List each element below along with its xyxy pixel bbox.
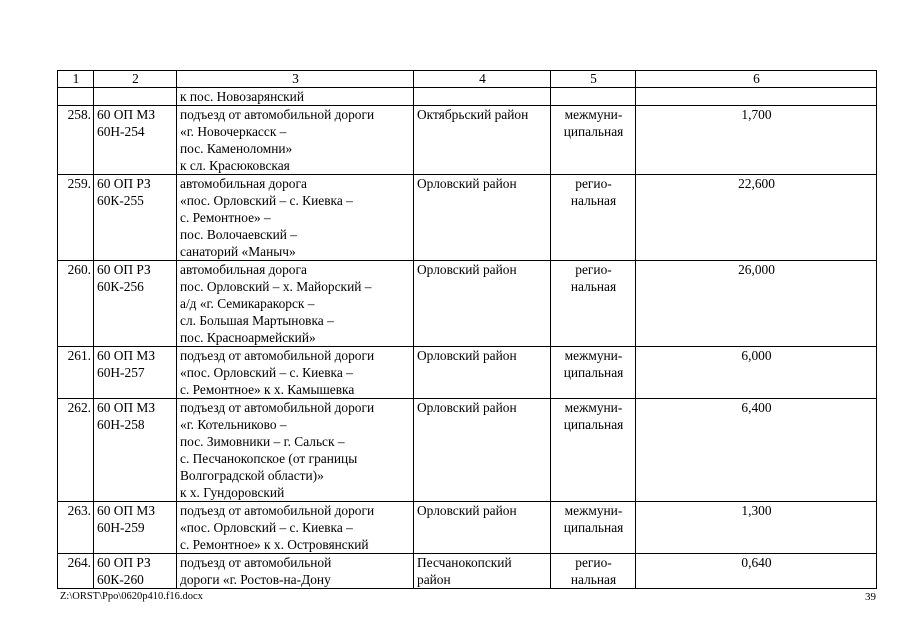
col-header-4: 4	[414, 71, 551, 88]
row-number: 258.	[58, 106, 94, 175]
table-row	[58, 261, 877, 347]
district: Октябрьский район	[414, 106, 551, 175]
roads-table	[57, 70, 877, 589]
page-number: 39	[865, 591, 876, 603]
continuation-row	[58, 88, 877, 106]
road-description: подъезд от автомобильной дороги «г. Котельниково – пос. Зимовники – г. Сальск – с. Песчанокопское (от границы Волгоградской области)» к х. Гундоровский	[177, 399, 414, 502]
road-code: 60 ОП МЗ 60Н-257	[94, 347, 177, 399]
col-header-2: 2	[94, 71, 177, 88]
road-type: межмуни- ципальная	[551, 502, 636, 554]
district: Орловский район	[414, 399, 551, 502]
row-number: 261.	[58, 347, 94, 399]
col-header-6: 6	[636, 71, 877, 88]
road-description: подъезд от автомобильной дороги «г. Новочеркасск – пос. Каменоломни» к сл. Красюковская	[177, 106, 414, 175]
road-length: 1,700	[636, 106, 877, 175]
row-number: 259.	[58, 175, 94, 261]
road-code: 60 ОП РЗ 60К-260	[94, 554, 177, 589]
road-description: подъезд от автомобильной дороги «пос. Орловский – с. Киевка – с. Ремонтное» к х. Островянский	[177, 502, 414, 554]
district: Орловский район	[414, 175, 551, 261]
col-header-3: 3	[177, 71, 414, 88]
road-description: подъезд от автомобильной дороги «пос. Орловский – с. Киевка – с. Ремонтное» к х. Камышевка	[177, 347, 414, 399]
road-description: автомобильная дорога пос. Орловский – х. Майорский – а/д «г. Семикаракорск – сл. Большая Мартыновка – пос. Красноармейский»	[177, 261, 414, 347]
footer-file-path: Z:\ORST\Ppo\0620p410.f16.docx	[60, 591, 203, 602]
district: Орловский район	[414, 502, 551, 554]
road-code: 60 ОП МЗ 60Н-259	[94, 502, 177, 554]
road-code: 60 ОП МЗ 60Н-258	[94, 399, 177, 502]
table-row	[58, 502, 877, 554]
district: Песчанокопский район	[414, 554, 551, 589]
road-type: межмуни- ципальная	[551, 106, 636, 175]
table-row	[58, 106, 877, 175]
road-length: 0,640	[636, 554, 877, 589]
district: Орловский район	[414, 261, 551, 347]
road-code: 60 ОП РЗ 60К-255	[94, 175, 177, 261]
road-type: регио- нальная	[551, 261, 636, 347]
road-type: регио- нальная	[551, 175, 636, 261]
row-number: 264.	[58, 554, 94, 589]
road-length: 1,300	[636, 502, 877, 554]
continuation-description: к пос. Новозарянский	[177, 88, 414, 106]
row-number: 263.	[58, 502, 94, 554]
district: Орловский район	[414, 347, 551, 399]
road-type: межмуни- ципальная	[551, 399, 636, 502]
table-row	[58, 399, 877, 502]
road-type: межмуни- ципальная	[551, 347, 636, 399]
table-row	[58, 554, 877, 589]
road-length: 6,400	[636, 399, 877, 502]
road-code: 60 ОП МЗ 60Н-254	[94, 106, 177, 175]
road-length: 26,000	[636, 261, 877, 347]
road-description: автомобильная дорога «пос. Орловский – с. Киевка – с. Ремонтное» – пос. Волочаевский – санаторий «Маныч»	[177, 175, 414, 261]
road-length: 22,600	[636, 175, 877, 261]
road-description: подъезд от автомобильной дороги «г. Ростов-на-Дону	[177, 554, 414, 589]
road-length: 6,000	[636, 347, 877, 399]
col-header-5: 5	[551, 71, 636, 88]
header-row	[58, 71, 877, 88]
row-number: 262.	[58, 399, 94, 502]
table-row	[58, 347, 877, 399]
col-header-1: 1	[58, 71, 94, 88]
road-type: регио- нальная	[551, 554, 636, 589]
row-number: 260.	[58, 261, 94, 347]
table-row	[58, 175, 877, 261]
road-code: 60 ОП РЗ 60К-256	[94, 261, 177, 347]
